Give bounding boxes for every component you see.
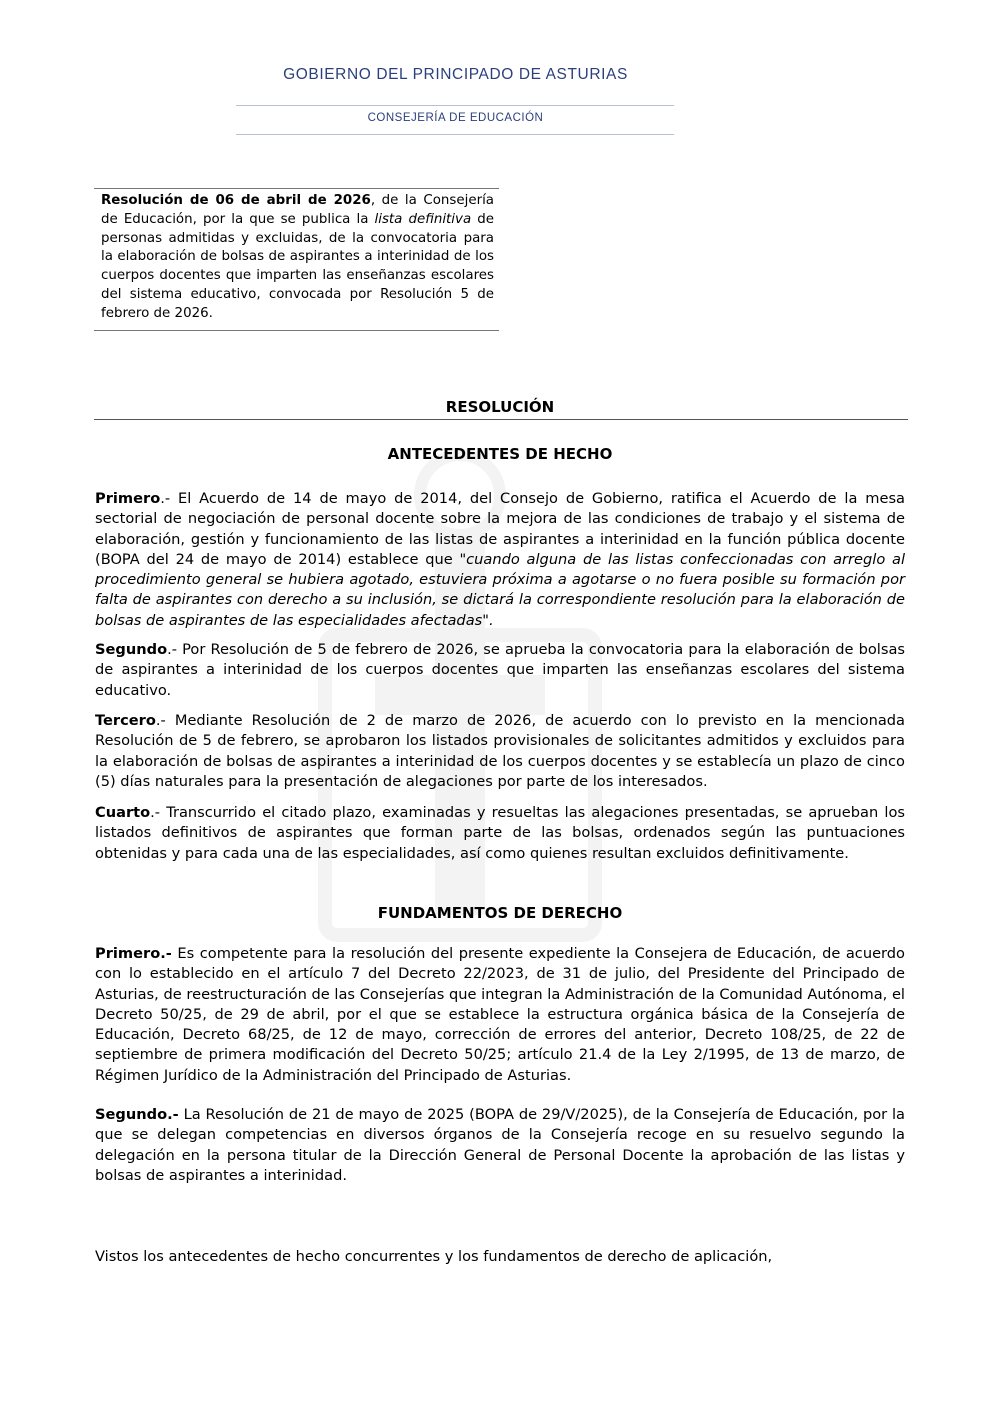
department-header: CONSEJERÍA DE EDUCACIÓN	[367, 112, 544, 124]
resolution-summary	[101, 192, 494, 324]
paragraph-label: Primero	[95, 490, 161, 507]
summary-text-a: , de la Consejería de Educación, por la que se publica la	[101, 193, 494, 227]
fundamentos-title: FUNDAMENTOS DE DERECHO	[377, 904, 623, 922]
closing-paragraph: Vistos los antecedentes de hecho concurrentes y los fundamentos de derecho de aplicación,	[95, 1248, 773, 1265]
summary-text-b: de personas admitidas y excluidas, de la convocatoria para la elaboración de bolsas de aspirantes a interinidad de los cuerpos docentes que imparten las enseñanzas escolares del sistema educativo, convocada por Resolución 5 de febrero de 2026.	[101, 211, 495, 321]
summary-italic: lista definitiva	[374, 211, 472, 227]
antecedente-primero	[95, 489, 905, 631]
government-header: GOBIERNO DEL PRINCIPADO DE ASTURIAS	[283, 66, 628, 83]
paragraph-label: Tercero	[95, 712, 156, 729]
paragraph-text: .- Transcurrido el citado plazo, examinadas y resueltas las alegaciones presentadas, se aprueban los listados definitivos de aspirantes que forman parte de las bolsas, ordenados según las puntuaciones obtenidas y para cada una de las especialidades, así como quienes resultan excluidos definitivamente.	[95, 804, 905, 862]
fundamento-segundo	[95, 1105, 905, 1186]
paragraph-label: Segundo	[95, 641, 168, 658]
paragraph-quote: "cuando alguna de las listas confeccionadas con arreglo al procedimiento general se hubiera agotado, estuviera próxima a agotarse o no fuera posible su formación por falta de aspirantes con derecho a su inclusión, se dictará la correspondiente resolución para la elaboración de bolsas de aspirantes de las especialidades afectadas".	[95, 550, 906, 629]
paragraph-text: .- Mediante Resolución de 2 de marzo de 2026, de acuerdo con lo previsto en la mencionada Resolución de 5 de febrero, se aprobaron los listados provisionales de solicitantes admitidos y excluidos para la elaboración de bolsas de aspirantes a interinidad de los cuerpos docentes y se establecía un plazo de cinco (5) días naturales para la presentación de alegaciones por parte de los interesados.	[95, 712, 905, 790]
paragraph-label: Primero.-	[95, 945, 172, 962]
summary-bold-lead: Resolución de 06 de abril de 2026	[101, 193, 371, 208]
paragraph-text: Es competente para la resolución del presente expediente la Consejera de Educación, de acuerdo con lo establecido en el artículo 7 del Decreto 22/2023, de 31 de julio, del Presidente del Principado de Asturias, de reestructuración de las Consejerías que integran la Administración de la Comunidad Autónoma, el Decreto 50/25, de 29 de abril, por el que se establece la estructura orgánica básica de la Consejería de Educación, Decreto 68/25, de 12 de mayo, corrección de errores del anterior, Decreto 108/25, de 22 de septiembre de primera modificación del Decreto 50/25; artículo 21.4 de la Ley 2/1995, de 13 de marzo, de Régimen Jurídico de la Administración del Principado de Asturias.	[95, 945, 905, 1084]
paragraph-text: .- El Acuerdo de 14 de mayo de 2014, del Consejo de Gobierno, ratifica el Acuerdo de la mesa sectorial de negociación de personal docente sobre la mejora de las condiciones de trabajo y el sistema de elaboración, gestión y funcionamiento de las listas de aspirantes a interinidad en la función pública docente (BOPA del 24 de mayo de 2014) establece que	[95, 490, 905, 568]
header-divider	[236, 105, 674, 106]
antecedentes-title: ANTECEDENTES DE HECHO	[387, 445, 613, 463]
antecedente-cuarto	[95, 803, 905, 864]
fundamento-primero	[95, 944, 905, 1086]
paragraph-label: Cuarto	[95, 804, 151, 821]
paragraph-text: .- Por Resolución de 5 de febrero de 2026, se aprueba la convocatoria para la elaboración de bolsas de aspirantes a interinidad de los cuerpos docentes que imparten las enseñanzas escolares del sistema educativo.	[95, 641, 905, 699]
resolution-title-rule	[94, 419, 908, 420]
paragraph-label: Segundo.-	[95, 1106, 179, 1123]
antecedente-tercero	[95, 711, 905, 792]
antecedente-segundo	[95, 640, 905, 701]
resolution-summary-box	[94, 188, 499, 331]
resolution-title: RESOLUCIÓN	[445, 398, 555, 416]
paragraph-text: La Resolución de 21 de mayo de 2025 (BOPA de 29/V/2025), de la Consejería de Educación, por la que se delegan competencias en diversos órganos de la Consejería recoge en su resuelvo segundo la delegación en la persona titular de la Dirección General de Personal Docente la aprobación de las listas y bolsas de aspirantes a interinidad.	[95, 1106, 905, 1184]
header-divider	[236, 134, 674, 135]
